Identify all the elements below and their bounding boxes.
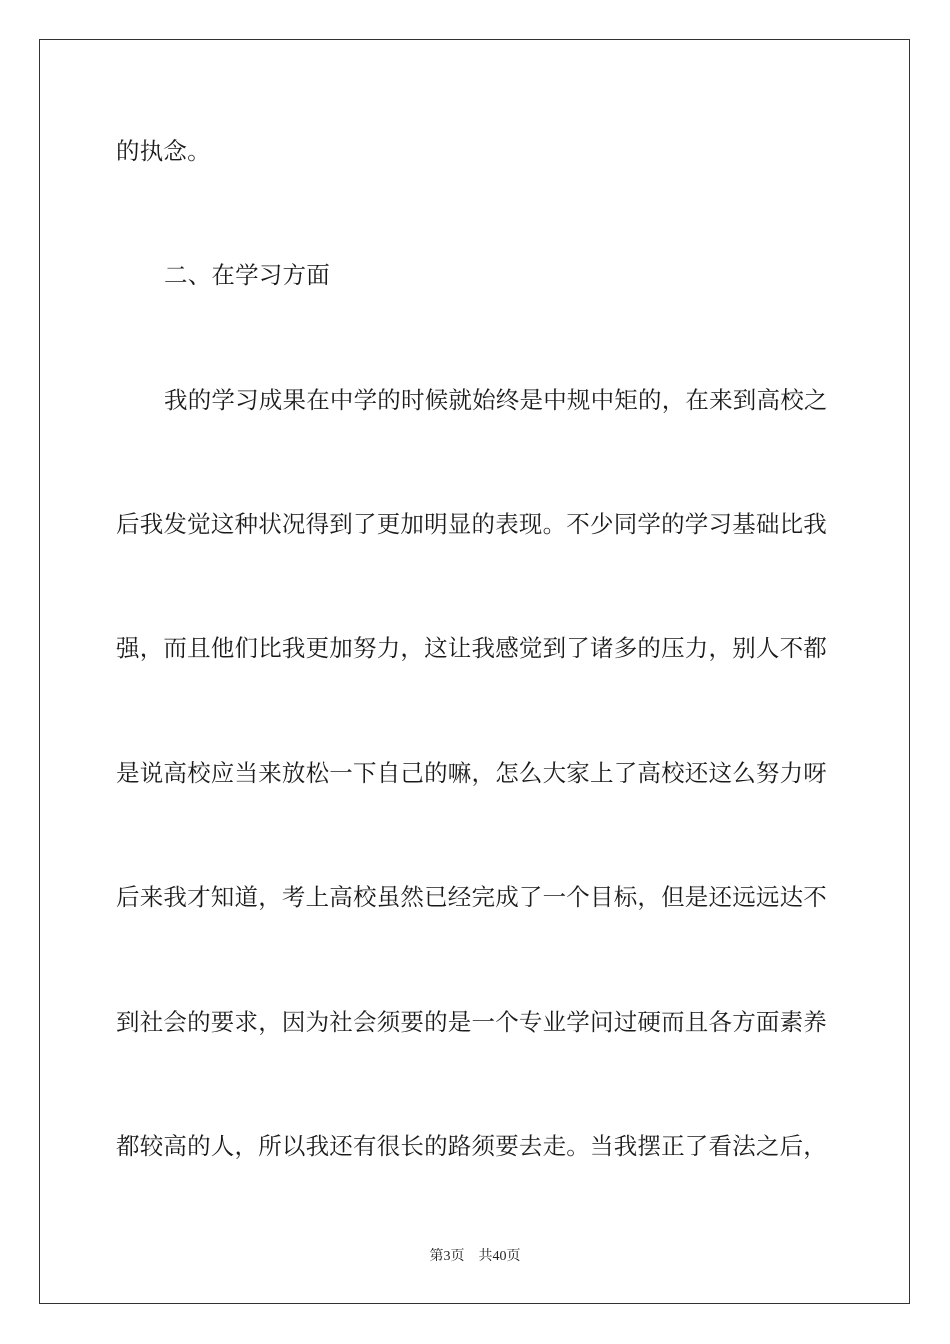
text-line-1: 的执念。 [116, 137, 211, 165]
paragraph-line-1: 我的学习成果在中学的时候就始终是中规中矩的，在来到高校之 [164, 386, 828, 414]
paragraph-line-6: 到社会的要求，因为社会须要的是一个专业学问过硬而且各方面素养 [116, 1008, 827, 1036]
page-border [39, 39, 910, 1304]
paragraph-line-5: 后来我才知道，考上高校虽然已经完成了一个目标，但是还远远达不 [116, 883, 827, 911]
paragraph-line-2: 后我发觉这种状况得到了更加明显的表现。不少同学的学习基础比我 [116, 510, 827, 538]
paragraph-line-7: 都较高的人，所以我还有很长的路须要去走。当我摆正了看法之后， [116, 1132, 827, 1160]
paragraph-line-3: 强，而且他们比我更加努力，这让我感觉到了诸多的压力，别人不都 [116, 634, 827, 662]
section-heading: 二、在学习方面 [164, 261, 330, 289]
page-number-footer: 第3页 共40页 [429, 1249, 521, 1264]
paragraph-line-4: 是说高校应当来放松一下自己的嘛，怎么大家上了高校还这么努力呀 [116, 759, 827, 787]
